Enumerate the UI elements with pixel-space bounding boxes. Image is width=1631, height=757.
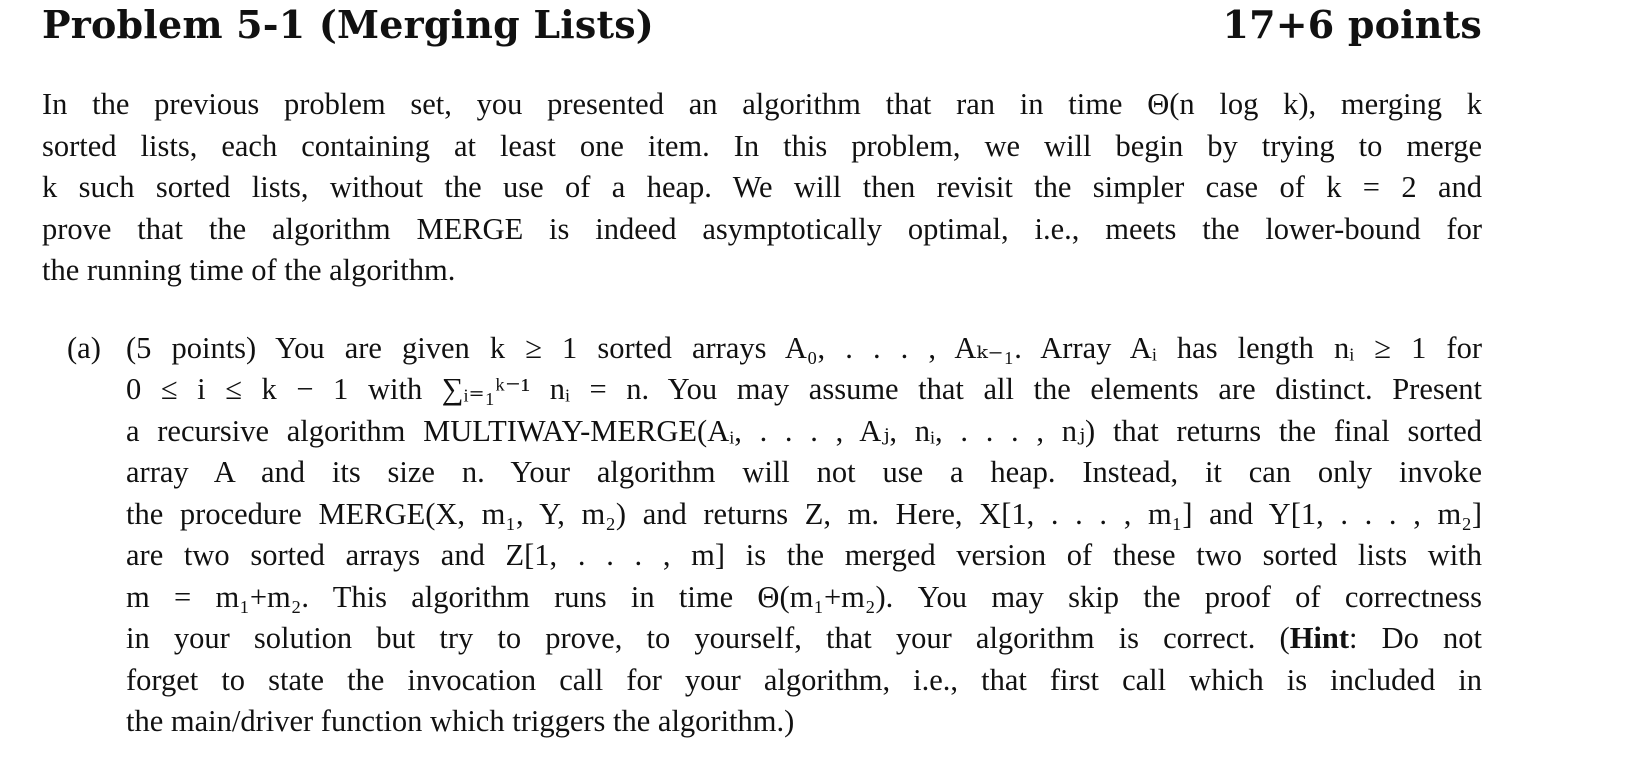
part-a-line: a recursive algorithm MULTIWAY-MERGE(Aᵢ, . . . , Aⱼ, nᵢ, . . . , nⱼ) that returns the final sorted	[126, 413, 1482, 448]
part-a-line: the main/driver function which triggers the algorithm.)	[126, 704, 795, 738]
hint-text: : Do not	[1349, 621, 1482, 655]
part-a-line: m = m₁+m₂. This algorithm runs in time Θ(m₁+m₂). You may skip the proof of correctness	[126, 579, 1482, 614]
intro-line: the running time of the algorithm.	[42, 253, 456, 287]
part-a-line-text: in your solution but try to prove, to yourself, that your algorithm is correct. (	[126, 621, 1290, 655]
hint-label: Hint	[1289, 621, 1350, 655]
intro-line: sorted lists, each containing at least one item. In this problem, we will begin by trying to merge	[42, 128, 1482, 163]
intro-line: k such sorted lists, without the use of a heap. We will then revisit the simpler case of k = 2 and	[42, 170, 1482, 204]
part-a-line: array A and its size n. Your algorithm will not use a heap. Instead, it can only invoke	[126, 455, 1482, 489]
part-a-label: (a)	[67, 330, 101, 365]
problem-header	[42, 0, 1482, 56]
intro-paragraph	[42, 84, 1482, 292]
part-a-line: are two sorted arrays and Z[1, . . . , m] is the merged version of these two sorted lists with	[126, 538, 1482, 572]
problem-points: 17+6 points	[1222, 2, 1482, 47]
intro-line: prove that the algorithm MERGE is indeed asymptotically optimal, i.e., meets the lower-bound for	[42, 211, 1482, 246]
page	[42, 0, 1482, 743]
part-a-line: (5 points) You are given k ≥ 1 sorted arrays A₀, . . . , Aₖ₋₁. Array Aᵢ has length nᵢ ≥ 1 for	[126, 330, 1482, 365]
intro-line: In the previous problem set, you presented an algorithm that ran in time Θ(n log k), merging k	[42, 87, 1482, 121]
part-a-line: forget to state the invocation call for your algorithm, i.e., that first call which is included in	[126, 662, 1482, 697]
part-a-line: the procedure MERGE(X, m₁, Y, m₂) and returns Z, m. Here, X[1, . . . , m₁] and Y[1, . . . , m₂]	[126, 496, 1482, 531]
part-a-line-hint	[126, 618, 1482, 660]
part-a-line: 0 ≤ i ≤ k − 1 with ∑ᵢ₌₁ᵏ⁻¹ nᵢ = n. You may assume that all the elements are distinct. Present	[126, 372, 1482, 406]
part-a	[42, 328, 1482, 743]
problem-title: Problem 5-1 (Merging Lists)	[42, 2, 654, 47]
